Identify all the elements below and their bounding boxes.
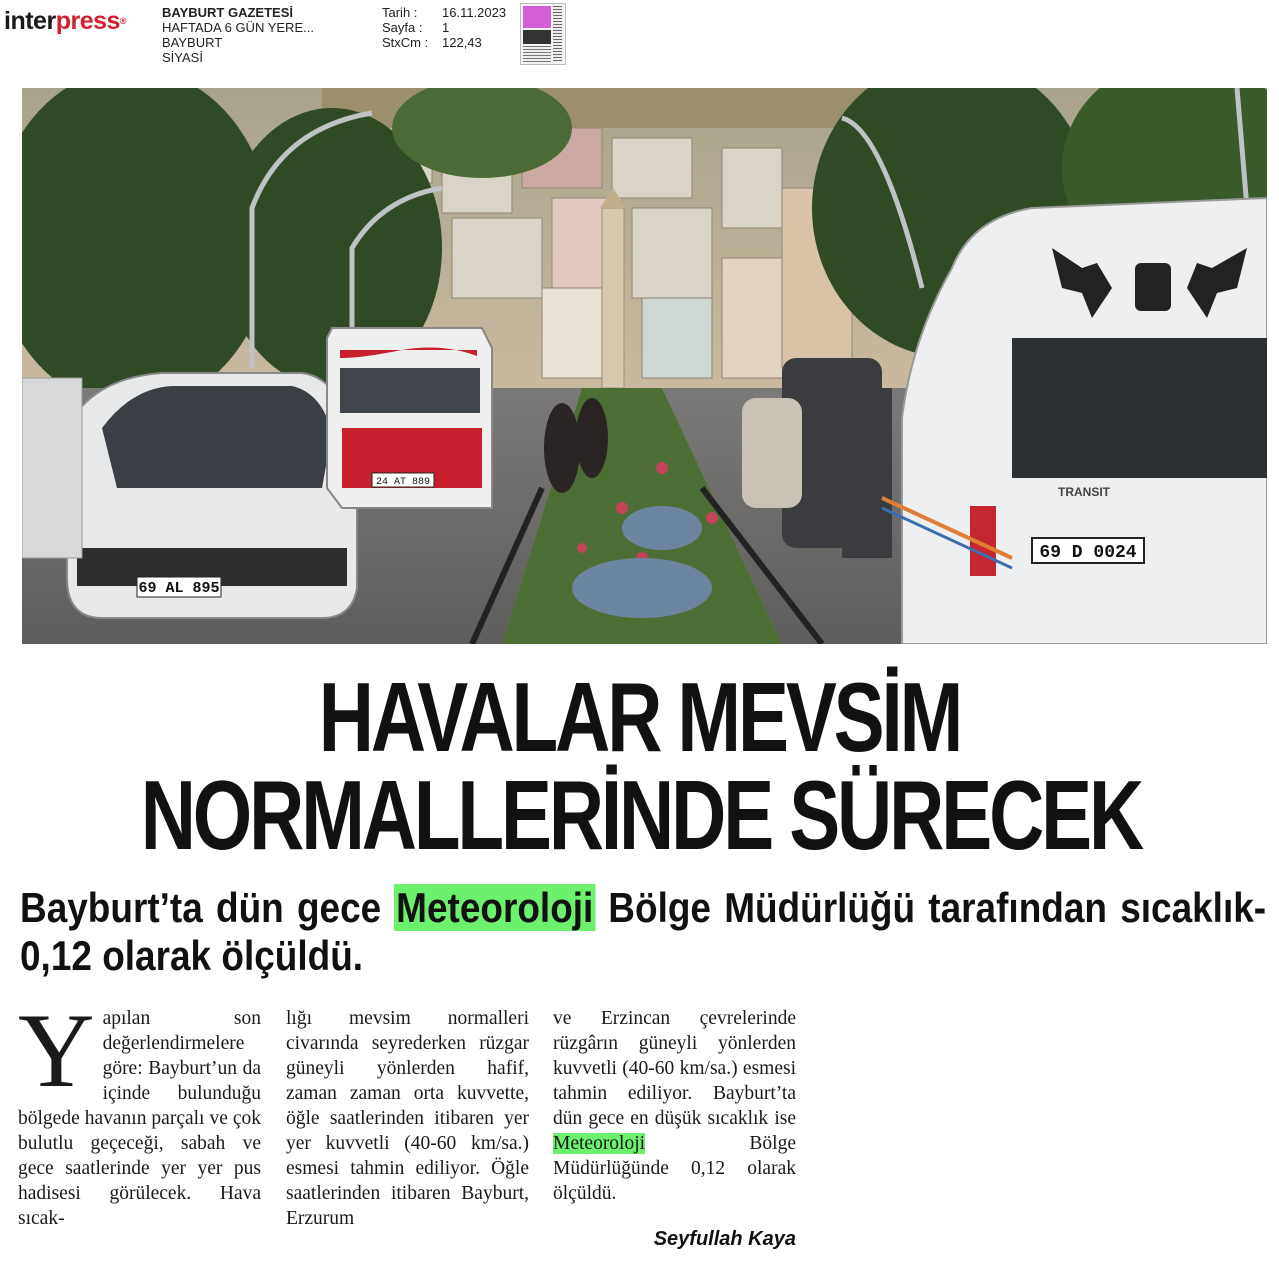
deck-text-before: Bayburt’ta dün gece — [20, 884, 395, 931]
column-3-text-after: Bölge Müdürlüğünde 0,12 olarak ölçüldü. — [553, 1133, 796, 1204]
logo-part-press: press — [55, 7, 120, 35]
van-plate-text: 69 D 0024 — [1039, 543, 1137, 563]
publication-name: BAYBURT GAZETESİ — [162, 5, 293, 20]
drop-cap: Y — [18, 992, 95, 1109]
truck-plate-text: 24 AT 889 — [375, 477, 431, 488]
deck-highlight: Meteoroloji — [396, 884, 594, 931]
size-value: 122,43 — [442, 35, 482, 50]
logo-part-inter: inter — [4, 7, 56, 35]
column-3-text-before: ve Erzincan çevrelerinde rüzgârın güneyli yönlerden kuvvetli (40-60 km/sa.) esmesi tahmin ediliyor. Bayburt’ta dün gece en düşük sıcaklık ise — [553, 1008, 796, 1129]
article-column-3 — [553, 1006, 796, 1206]
headline-line-1: HAVALAR MEVSİM — [318, 662, 961, 772]
street-photo — [22, 88, 1267, 644]
date-label: Tarih : — [382, 5, 418, 20]
van-model-text: TRANSIT — [1058, 485, 1110, 499]
headline-line-2: NORMALLERİNDE SÜRECEK — [140, 760, 1142, 870]
date-value: 16.11.2023 — [442, 5, 507, 20]
page-value: 1 — [442, 20, 450, 35]
publication-category: SİYASİ — [162, 50, 203, 65]
clipping-meta — [382, 5, 506, 50]
article-headline — [140, 662, 1142, 870]
column-3-highlight: Meteoroloji — [553, 1133, 646, 1154]
article-deck — [20, 884, 1266, 980]
car-plate-text: 69 AL 895 — [138, 580, 220, 597]
publication-frequency: HAFTADA 6 GÜN YERE... — [162, 20, 314, 35]
photo-car-left — [67, 373, 357, 618]
logo-registered-mark: ® — [119, 16, 127, 26]
deck-text-after: Bölge Müdürlüğü tarafından sıcaklık-0,12 olarak ölçüldü. — [20, 884, 1267, 979]
publication-info — [162, 5, 314, 65]
page-thumbnail[interactable] — [520, 3, 566, 65]
publication-city: BAYBURT — [162, 35, 223, 50]
article-column-2 — [286, 1006, 529, 1231]
column-1-text: apılan son değerlendirmelere göre: Bayburt’un da içinde bulunduğu bölgede havanın parçalı ve çok bulutlu geçeceği, sabah ve gece saatlerinde yer yer pus hadisesi görülecek. Hava sıcak- — [18, 1008, 261, 1229]
page-label: Sayfa : — [382, 20, 423, 35]
column-2-text: lığı mevsim normalleri civarında seyrederken rüzgar güneyli yönlerden hafif, zaman zaman orta kuvvette, öğle saatlerinden itibaren yer yer kuvvetli (40-60 km/sa.) esmesi tahmin ediliyor. Öğle saatlerinden itibaren Bayburt, Erzurum — [286, 1008, 529, 1229]
interpress-logo — [4, 6, 126, 36]
article-column-1 — [18, 992, 261, 1231]
clipping-header — [0, 0, 1279, 70]
size-label: StxCm : — [382, 35, 429, 50]
article-byline: Seyfullah Kaya — [653, 1228, 796, 1250]
